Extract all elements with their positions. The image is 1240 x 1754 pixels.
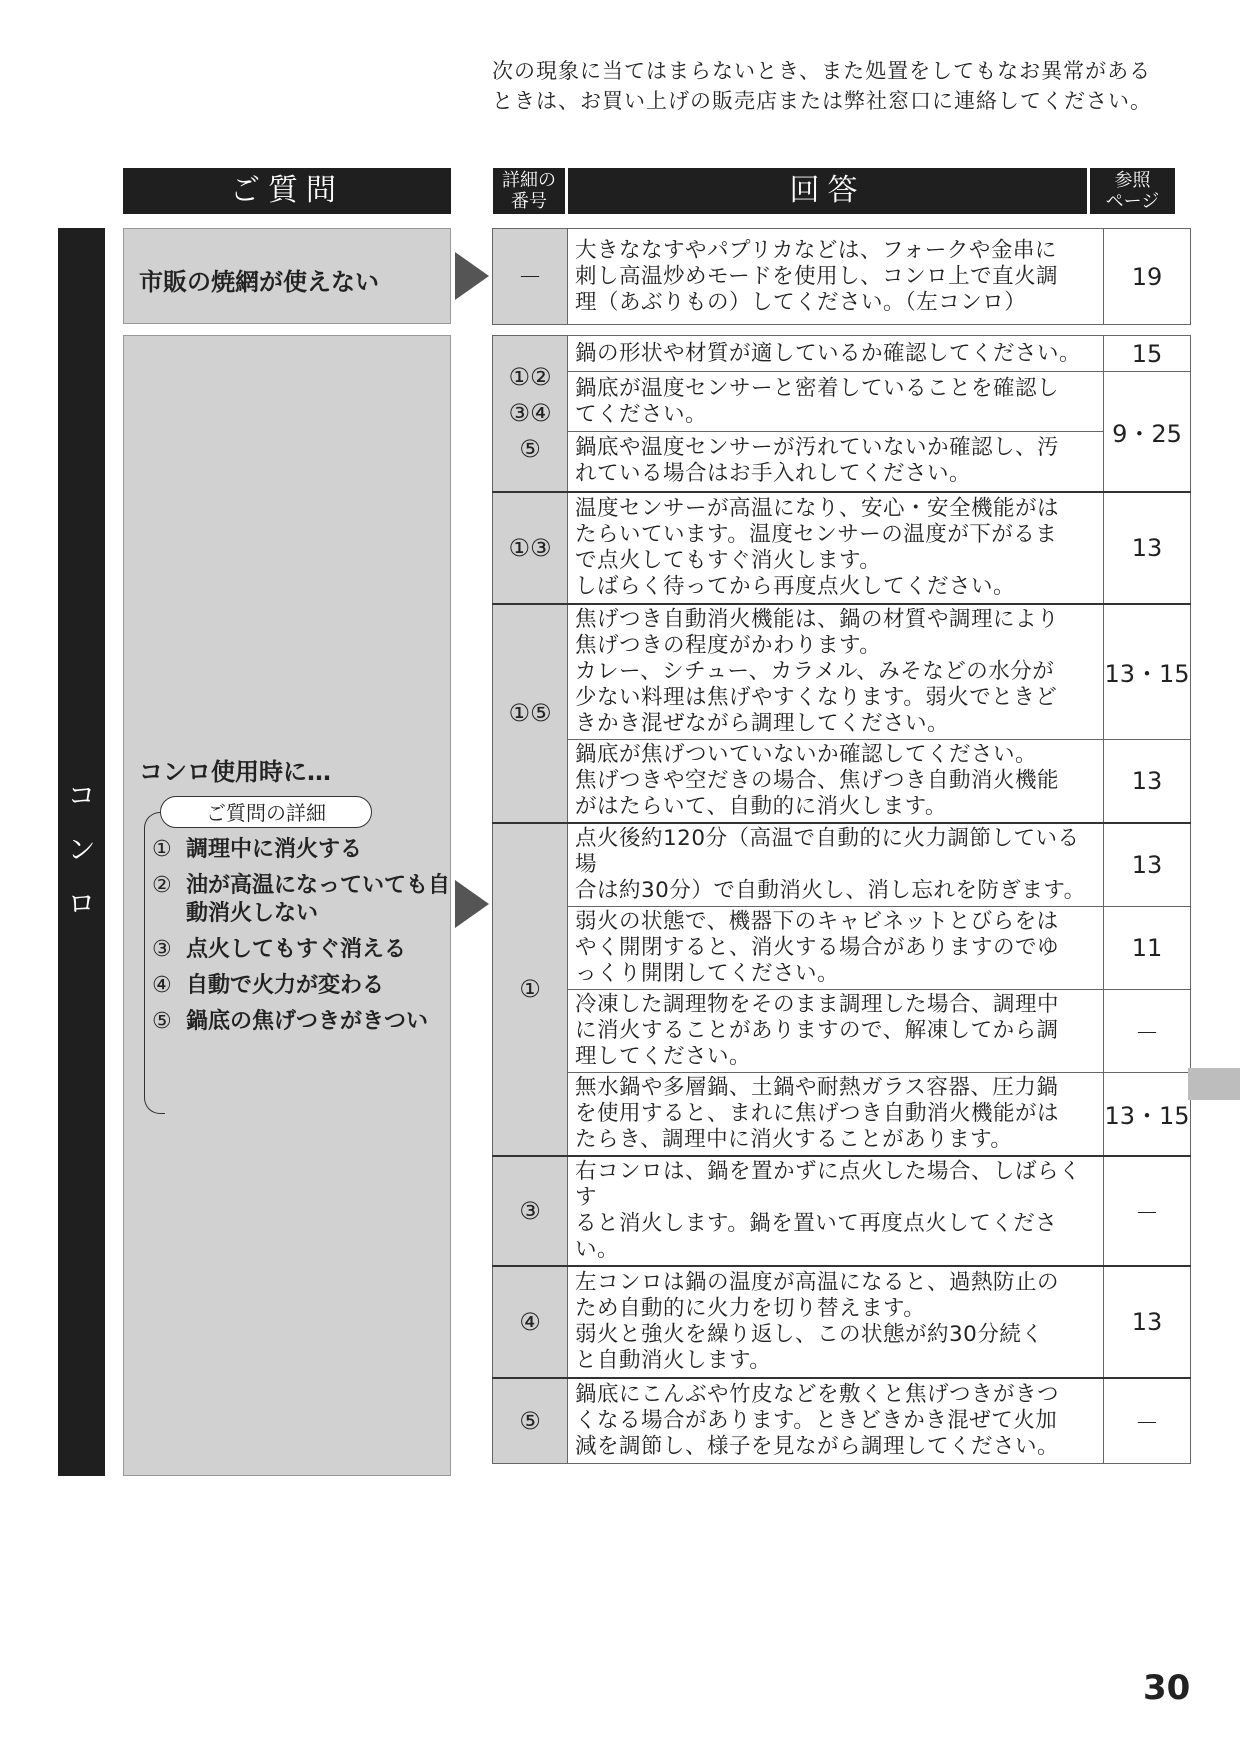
- detail-item-number: ④: [152, 973, 172, 998]
- detail-item-text: 自動で火力が変わる: [186, 973, 385, 998]
- answer-line: を使用すると、まれに焦げつき自動消火機能がは: [575, 1100, 1060, 1126]
- side-index-tab: [1188, 1068, 1240, 1100]
- ref-page-cell: －: [1104, 989, 1191, 1072]
- detail-item: [152, 1008, 456, 1036]
- answer-line: 焦げつきや空だきの場合、焦げつき自動消火機能: [575, 767, 1060, 793]
- answer-row: [493, 1378, 1191, 1464]
- answer-row: [493, 989, 1191, 1072]
- answer-line: 鍋底が焦げついていないか確認してください。: [575, 741, 1038, 767]
- header-detail-no-line: 詳細の: [502, 170, 556, 191]
- answer-row: [493, 372, 1191, 432]
- answer-row: [493, 604, 1191, 740]
- answer-line: 鍋の形状や材質が適しているか確認してください。: [575, 340, 1082, 366]
- detail-item-number: ⑤: [152, 1009, 172, 1034]
- answer-line: 大きななすやパプリカなどは、フォークや金串に: [575, 237, 1057, 263]
- answer-line: 無水鍋や多層鍋、土鍋や耐熱ガラス容器、圧力鍋: [575, 1074, 1059, 1100]
- answer-table-grill-net: [492, 228, 1191, 325]
- answer-cell: [568, 1266, 1104, 1378]
- answer-line: 理してください。: [575, 1043, 752, 1069]
- answer-row: [493, 336, 1191, 372]
- header-detail-no: [493, 168, 565, 214]
- answer-line: 鍋底が温度センサーと密着していることを確認し: [575, 375, 1060, 401]
- answer-line: きかき混ぜながら調理してください。: [575, 710, 950, 736]
- answer-line: がはたらいて、自動的に消火します。: [575, 793, 947, 819]
- detail-item: [152, 972, 456, 1000]
- ref-page-cell: 19: [1104, 229, 1191, 325]
- answer-row: [493, 492, 1191, 604]
- question-title: コンロ使用時に…: [139, 758, 331, 786]
- answer-line: たらいています。温度センサーの温度が下がるま: [575, 521, 1058, 547]
- answer-line: 焦げつき自動消火機能は、鍋の材質や調理により: [575, 606, 1060, 632]
- answer-line: カレー、シチュー、カラメル、みそなどの水分が: [575, 658, 1055, 684]
- answer-line: 冷凍した調理物をそのまま調理した場合、調理中: [575, 991, 1060, 1017]
- answer-line: たらき、調理中に消火することがあります。: [575, 1126, 1013, 1152]
- header-answer: 回答: [568, 168, 1087, 214]
- answer-line: しばらく待ってから再度点火してください。: [575, 573, 1016, 599]
- answer-line: に消火することがありますので、解凍してから調: [575, 1017, 1059, 1043]
- answer-cell: [568, 604, 1104, 740]
- answer-line: 焦げつきの程度がかわります。: [575, 632, 882, 658]
- header-ref-page: [1090, 168, 1175, 214]
- header-question: ご質問: [123, 168, 451, 214]
- answer-row: [493, 1156, 1191, 1266]
- ref-page-cell: －: [1104, 1378, 1191, 1464]
- answer-row: [493, 823, 1191, 907]
- detail-number: ①⑤: [508, 699, 552, 727]
- answer-cell: [568, 229, 1104, 325]
- ref-page-cell: 13: [1104, 1266, 1191, 1378]
- answer-cell: [568, 336, 1104, 372]
- detail-number-cell: [493, 1266, 568, 1378]
- detail-item-text: 油が高温になっていても自動消火しない: [186, 873, 451, 926]
- detail-number: ①: [519, 975, 541, 1003]
- ref-page-cell: 13: [1104, 823, 1191, 907]
- detail-number: ④: [519, 1307, 541, 1336]
- intro-line: 次の現象に当てはまらないとき、また処置をしてもなお異常がある: [492, 59, 1152, 83]
- answer-line: れている場合はお手入れしてください。: [575, 461, 972, 487]
- ref-page-cell: 15: [1104, 336, 1191, 372]
- answer-line: 減を調節し、様子を見ながら調理してください。: [575, 1433, 1060, 1459]
- answer-cell: [568, 1156, 1104, 1266]
- answer-row: [493, 229, 1191, 325]
- intro-line: ときは、お買い上げの販売店または弊社窓口に連絡してください。: [492, 89, 1152, 113]
- answer-line: 刺し高温炒めモードを使用し、コンロ上で直火調: [575, 263, 1059, 289]
- ref-page-cell: 9・25: [1104, 372, 1191, 492]
- header-ref-page-line: 参照: [1114, 170, 1151, 191]
- detail-item: [152, 836, 456, 864]
- answer-line: 左コンロは鍋の温度が高温になると、過熱防止の: [575, 1269, 1060, 1295]
- answer-row: [493, 906, 1191, 989]
- question-grill-net: [123, 228, 451, 324]
- answer-line: てください。: [575, 401, 708, 427]
- question-title: 市販の焼網が使えない: [139, 268, 379, 296]
- answer-cell: [568, 1072, 1104, 1156]
- detail-number: ③: [519, 1196, 541, 1225]
- detail-number: ①②: [508, 363, 552, 392]
- detail-number: －: [518, 262, 542, 291]
- answer-line: 弱火と強火を繰り返し、この状態が約30分続く: [575, 1321, 1044, 1347]
- intro-text: [492, 56, 1192, 116]
- answer-cell: [568, 739, 1104, 823]
- sidebar-char: ロ: [67, 887, 96, 920]
- detail-number-cell: [493, 604, 568, 823]
- page-number: 30: [1143, 1668, 1191, 1708]
- detail-item: [152, 872, 456, 928]
- detail-item-number: ③: [152, 937, 172, 962]
- answer-row: [493, 432, 1191, 492]
- ref-page-cell: 11: [1104, 906, 1191, 989]
- answer-line: っくり開閉してください。: [575, 960, 840, 986]
- answer-cell: [568, 1378, 1104, 1464]
- answer-line: 理（あぶりもの）してください。（左コンロ）: [575, 289, 1027, 315]
- detail-item-text: 調理中に消火する: [186, 837, 363, 862]
- sidebar-char: ン: [67, 833, 96, 866]
- detail-number-cell: [493, 1156, 568, 1266]
- answer-line: ため自動的に火力を切り替えます。: [575, 1295, 926, 1321]
- detail-number: ③④: [508, 399, 552, 428]
- detail-item: [152, 936, 456, 964]
- detail-number-cell: [493, 336, 568, 492]
- answer-line: 鍋底や温度センサーが汚れていないか確認し、汚: [575, 435, 1060, 461]
- detail-item-number: ①: [152, 837, 172, 862]
- detail-number-cell: [493, 492, 568, 604]
- detail-number-cell: [493, 229, 568, 325]
- answer-line: 少ない料理は焦げやすくなります。弱火でときど: [575, 684, 1058, 710]
- answer-line: くなる場合があります。ときどきかき混ぜて火加: [575, 1407, 1058, 1433]
- answer-cell: [568, 823, 1104, 907]
- answer-line: 点火後約120分（高温で自動的に火力調節している場: [575, 825, 1080, 877]
- answer-line: 弱火の状態で、機器下のキャビネットとびらをは: [575, 908, 1059, 934]
- answer-line: と自動消火します。: [575, 1347, 772, 1373]
- detail-item-number: ②: [152, 873, 172, 898]
- detail-number: ⑤: [519, 435, 541, 464]
- answer-cell: [568, 906, 1104, 989]
- answer-row: [493, 1266, 1191, 1378]
- answer-cell: [568, 372, 1104, 432]
- answer-line: 鍋底にこんぶや竹皮などを敷くと焦げつきがきつ: [575, 1381, 1060, 1407]
- detail-item-text: 点火してもすぐ消える: [186, 937, 407, 962]
- detail-label: ご質問の詳細: [160, 796, 372, 828]
- answer-line: 右コンロは、鍋を置かずに点火した場合、しばらくす: [575, 1158, 1082, 1210]
- answer-row: [493, 739, 1191, 823]
- header-ref-page-line: ページ: [1105, 191, 1160, 212]
- arrow-right-icon: [455, 880, 489, 928]
- answer-cell: [568, 989, 1104, 1072]
- ref-page-cell: 13: [1104, 739, 1191, 823]
- ref-page-cell: －: [1104, 1156, 1191, 1266]
- section-sidebar: [58, 228, 105, 1476]
- answer-table-stove: [492, 335, 1191, 1464]
- ref-page-cell: 13・15: [1104, 1072, 1191, 1156]
- answer-line: ると消火します。鍋を置いて再度点火してください。: [575, 1210, 1058, 1262]
- ref-page-cell: 13: [1104, 492, 1191, 604]
- detail-item-text: 鍋底の焦げつきがきつい: [186, 1009, 429, 1034]
- header-detail-no-line: 番号: [511, 191, 547, 212]
- sidebar-char: コ: [67, 779, 96, 812]
- answer-cell: [568, 432, 1104, 492]
- detail-list: [152, 836, 456, 1044]
- answer-line: やく開閉すると、消火する場合がありますのでゆ: [575, 934, 1060, 960]
- detail-number-cell: [493, 1378, 568, 1464]
- detail-number: ⑤: [519, 1406, 541, 1435]
- detail-number-cell: [493, 823, 568, 1156]
- answer-row: [493, 1072, 1191, 1156]
- answer-line: 温度センサーが高温になり、安心・安全機能がは: [575, 495, 1060, 521]
- ref-page-cell: 13・15: [1104, 604, 1191, 740]
- arrow-right-icon: [455, 252, 489, 300]
- answer-cell: [568, 492, 1104, 604]
- answer-line: 合は約30分）で自動消火し、消し忘れを防ぎます。: [575, 877, 1086, 903]
- answer-line: で点火してもすぐ消火します。: [575, 547, 882, 573]
- question-stove-usage: [123, 335, 451, 1476]
- detail-number: ①③: [508, 533, 552, 562]
